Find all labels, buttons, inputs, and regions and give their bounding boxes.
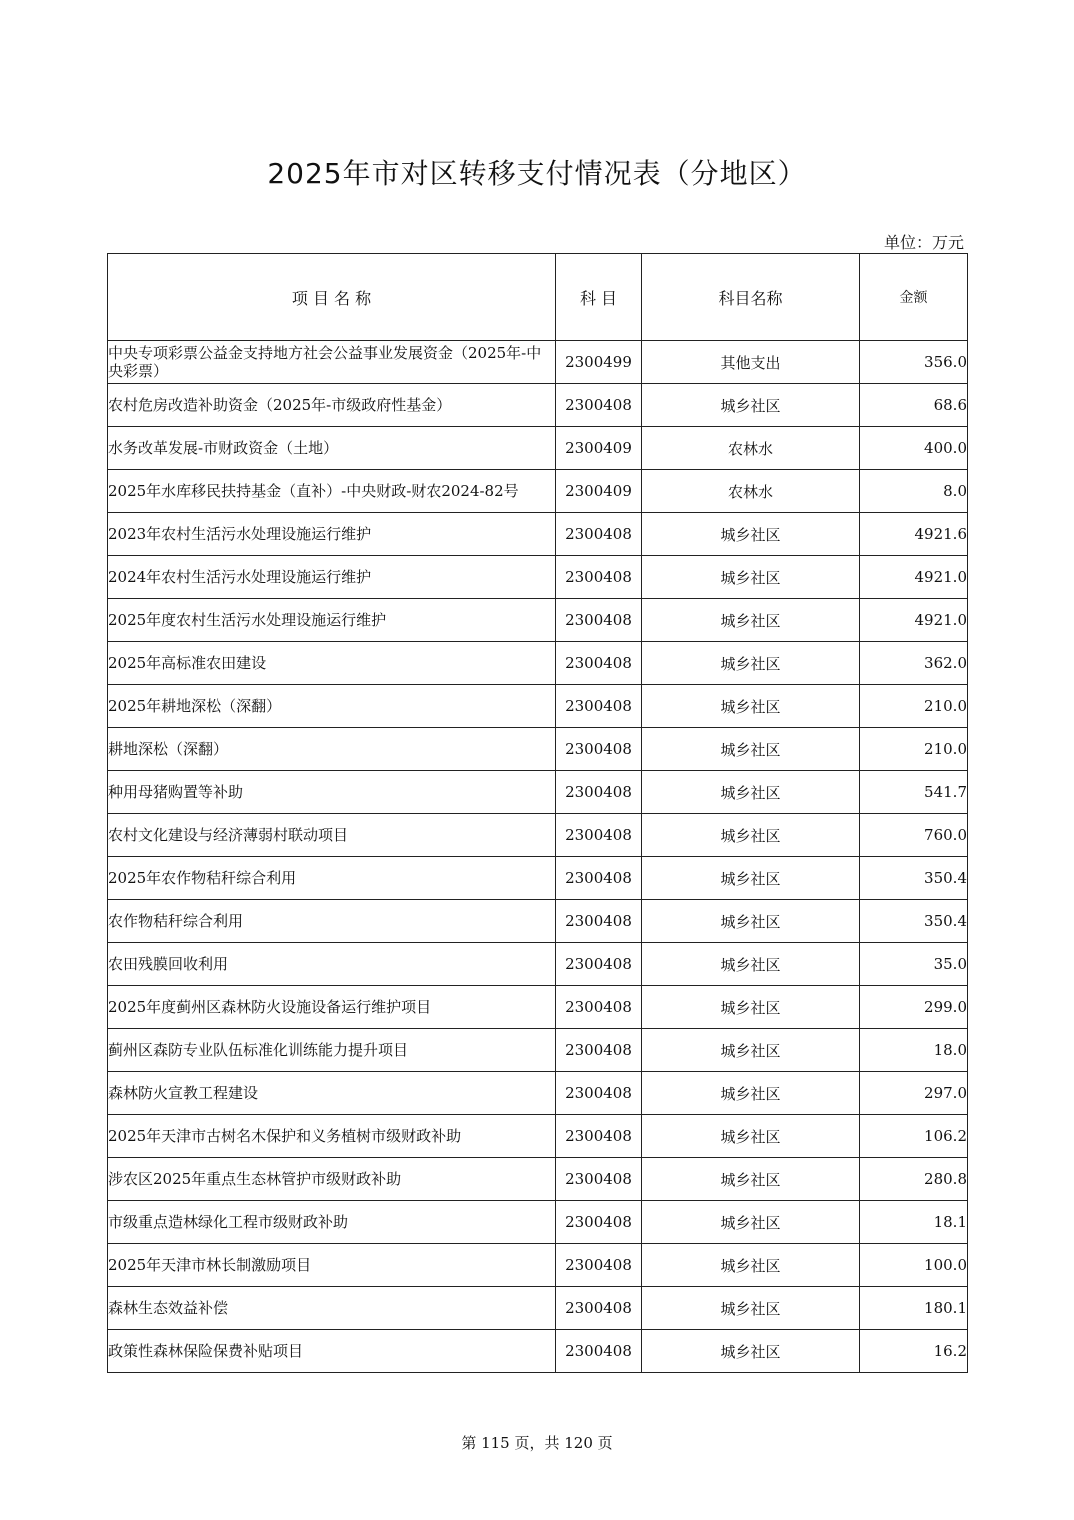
table-row [108, 427, 968, 470]
table-row [108, 943, 968, 986]
subject-name-cell: 城乡社区 [642, 1115, 860, 1158]
amount-cell: 362.0 [860, 642, 968, 685]
project-name-cell: 2024年农村生活污水处理设施运行维护 [108, 556, 556, 599]
table-row [108, 642, 968, 685]
table-row [108, 1287, 968, 1330]
subject-code-cell: 2300408 [556, 771, 642, 814]
subject-name-cell: 城乡社区 [642, 1201, 860, 1244]
subject-name-cell: 城乡社区 [642, 685, 860, 728]
table-body [108, 341, 968, 1373]
project-name-cell: 农作物秸秆综合利用 [108, 900, 556, 943]
subject-name-cell: 城乡社区 [642, 384, 860, 427]
amount-cell: 68.6 [860, 384, 968, 427]
project-name-cell: 农田残膜回收利用 [108, 943, 556, 986]
subject-code-cell: 2300408 [556, 1158, 642, 1201]
amount-cell: 356.0 [860, 341, 968, 384]
transfer-payment-table [107, 253, 968, 1373]
subject-code-cell: 2300408 [556, 513, 642, 556]
project-name-cell: 2025年度蓟州区森林防火设施设备运行维护项目 [108, 986, 556, 1029]
project-name-cell: 农村文化建设与经济薄弱村联动项目 [108, 814, 556, 857]
subject-name-cell: 城乡社区 [642, 771, 860, 814]
amount-cell: 16.2 [860, 1330, 968, 1373]
amount-cell: 18.1 [860, 1201, 968, 1244]
table-row [108, 1029, 968, 1072]
subject-name-cell: 城乡社区 [642, 857, 860, 900]
project-name-cell: 政策性森林保险保费补贴项目 [108, 1330, 556, 1373]
amount-cell: 4921.6 [860, 513, 968, 556]
subject-name-cell: 城乡社区 [642, 513, 860, 556]
project-name-cell: 市级重点造林绿化工程市级财政补助 [108, 1201, 556, 1244]
subject-code-cell: 2300408 [556, 1029, 642, 1072]
table-row [108, 470, 968, 513]
subject-code-cell: 2300408 [556, 685, 642, 728]
amount-cell: 180.1 [860, 1287, 968, 1330]
project-name-cell: 2025年农作物秸秆综合利用 [108, 857, 556, 900]
header-subject-name: 科目名称 [642, 254, 860, 341]
project-name-cell: 2025年耕地深松（深翻） [108, 685, 556, 728]
subject-name-cell: 其他支出 [642, 341, 860, 384]
project-name-cell: 2025年水库移民扶持基金（直补）-中央财政-财农2024-82号 [108, 470, 556, 513]
table-row [108, 728, 968, 771]
subject-name-cell: 城乡社区 [642, 943, 860, 986]
project-name-cell: 2025年天津市古树名木保护和义务植树市级财政补助 [108, 1115, 556, 1158]
project-name-cell: 森林防火宣教工程建设 [108, 1072, 556, 1115]
header-project-name: 项 目 名 称 [108, 254, 556, 341]
amount-cell: 280.8 [860, 1158, 968, 1201]
subject-code-cell: 2300408 [556, 642, 642, 685]
subject-name-cell: 城乡社区 [642, 814, 860, 857]
amount-cell: 210.0 [860, 728, 968, 771]
project-name-cell: 水务改革发展-市财政资金（土地） [108, 427, 556, 470]
amount-cell: 210.0 [860, 685, 968, 728]
project-name-cell: 2025年高标准农田建设 [108, 642, 556, 685]
project-name-cell: 森林生态效益补偿 [108, 1287, 556, 1330]
header-subject-code: 科 目 [556, 254, 642, 341]
subject-name-cell: 城乡社区 [642, 1158, 860, 1201]
amount-cell: 299.0 [860, 986, 968, 1029]
subject-name-cell: 农林水 [642, 427, 860, 470]
amount-cell: 106.2 [860, 1115, 968, 1158]
table-row [108, 1158, 968, 1201]
subject-code-cell: 2300408 [556, 599, 642, 642]
subject-name-cell: 城乡社区 [642, 728, 860, 771]
table-row [108, 685, 968, 728]
subject-code-cell: 2300408 [556, 384, 642, 427]
amount-cell: 4921.0 [860, 556, 968, 599]
project-name-cell: 2023年农村生活污水处理设施运行维护 [108, 513, 556, 556]
subject-name-cell: 城乡社区 [642, 900, 860, 943]
subject-code-cell: 2300408 [556, 900, 642, 943]
table-row [108, 556, 968, 599]
project-name-cell: 2025年天津市林长制激励项目 [108, 1244, 556, 1287]
amount-cell: 100.0 [860, 1244, 968, 1287]
subject-code-cell: 2300408 [556, 1201, 642, 1244]
table-header-row [108, 254, 968, 341]
table-row [108, 384, 968, 427]
page-title: 2025年市对区转移支付情况表（分地区） [267, 157, 807, 190]
subject-code-cell: 2300408 [556, 1287, 642, 1330]
table-row [108, 1115, 968, 1158]
table-row [108, 1244, 968, 1287]
project-name-cell: 中央专项彩票公益金支持地方社会公益事业发展资金（2025年-中央彩票） [108, 341, 556, 384]
table-row [108, 1330, 968, 1373]
amount-cell: 297.0 [860, 1072, 968, 1115]
table-row [108, 900, 968, 943]
project-name-cell: 涉农区2025年重点生态林管护市级财政补助 [108, 1158, 556, 1201]
subject-name-cell: 农林水 [642, 470, 860, 513]
subject-code-cell: 2300408 [556, 814, 642, 857]
subject-name-cell: 城乡社区 [642, 599, 860, 642]
unit-label: 单位：万元 [883, 233, 964, 252]
subject-code-cell: 2300408 [556, 986, 642, 1029]
amount-cell: 4921.0 [860, 599, 968, 642]
subject-code-cell: 2300408 [556, 728, 642, 771]
amount-cell: 541.7 [860, 771, 968, 814]
subject-code-cell: 2300408 [556, 556, 642, 599]
table-row [108, 341, 968, 384]
table-row [108, 986, 968, 1029]
subject-code-cell: 2300408 [556, 1115, 642, 1158]
amount-cell: 350.4 [860, 900, 968, 943]
subject-name-cell: 城乡社区 [642, 556, 860, 599]
table-row [108, 599, 968, 642]
page-footer: 第 115 页，共 120 页 [461, 1434, 613, 1452]
table-row [108, 814, 968, 857]
table-row [108, 771, 968, 814]
subject-name-cell: 城乡社区 [642, 1244, 860, 1287]
subject-code-cell: 2300408 [556, 1330, 642, 1373]
project-name-cell: 种用母猪购置等补助 [108, 771, 556, 814]
subject-code-cell: 2300499 [556, 341, 642, 384]
table-row [108, 1201, 968, 1244]
subject-code-cell: 2300408 [556, 857, 642, 900]
amount-cell: 18.0 [860, 1029, 968, 1072]
subject-name-cell: 城乡社区 [642, 1029, 860, 1072]
subject-code-cell: 2300409 [556, 470, 642, 513]
subject-code-cell: 2300408 [556, 1072, 642, 1115]
project-name-cell: 耕地深松（深翻） [108, 728, 556, 771]
amount-cell: 8.0 [860, 470, 968, 513]
amount-cell: 35.0 [860, 943, 968, 986]
amount-cell: 350.4 [860, 857, 968, 900]
subject-name-cell: 城乡社区 [642, 1330, 860, 1373]
table-row [108, 513, 968, 556]
header-amount: 金额 [860, 254, 968, 341]
subject-name-cell: 城乡社区 [642, 1287, 860, 1330]
table-row [108, 1072, 968, 1115]
subject-name-cell: 城乡社区 [642, 1072, 860, 1115]
table-row [108, 857, 968, 900]
subject-name-cell: 城乡社区 [642, 642, 860, 685]
subject-code-cell: 2300408 [556, 943, 642, 986]
amount-cell: 400.0 [860, 427, 968, 470]
project-name-cell: 蓟州区森防专业队伍标准化训练能力提升项目 [108, 1029, 556, 1072]
subject-code-cell: 2300408 [556, 1244, 642, 1287]
project-name-cell: 农村危房改造补助资金（2025年-市级政府性基金） [108, 384, 556, 427]
amount-cell: 760.0 [860, 814, 968, 857]
project-name-cell: 2025年度农村生活污水处理设施运行维护 [108, 599, 556, 642]
subject-name-cell: 城乡社区 [642, 986, 860, 1029]
subject-code-cell: 2300409 [556, 427, 642, 470]
